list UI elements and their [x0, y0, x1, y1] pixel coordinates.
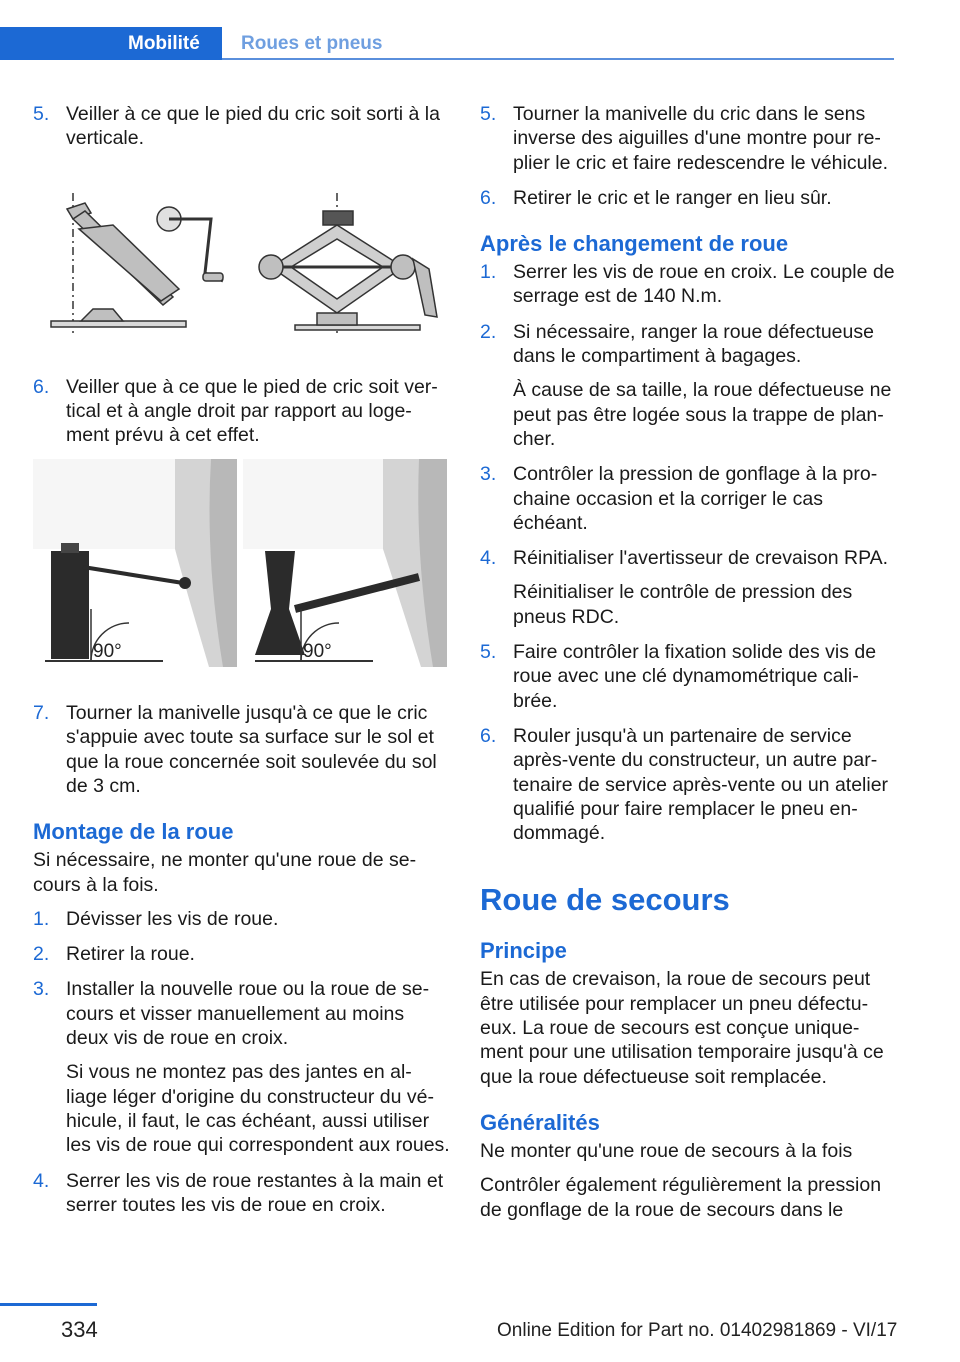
step-number: 3.: [480, 463, 497, 486]
step-item: [480, 260, 898, 309]
step-text: Retirer le cric et le ranger en lieu sûr.: [513, 186, 832, 209]
page-number: 334: [61, 1317, 98, 1342]
step-item: [480, 724, 898, 845]
angle-label: 90°: [303, 640, 332, 662]
jack-diagram: [33, 189, 447, 339]
step-item: [33, 701, 451, 798]
step-text: Rouler jusqu'à un partenaire de service après-vente du constructeur, un autre par-tenaire de service après-vente ou un atelier qualifié pour faire remplacer le pneu en-dommagé.: [513, 724, 889, 845]
jack-line-illustration: [33, 189, 451, 345]
step-number: 1.: [33, 907, 50, 930]
step-number: 3.: [33, 978, 50, 1001]
heading-montage: Montage de la roue: [33, 819, 234, 845]
step-item: [33, 102, 451, 151]
step-item: [480, 102, 898, 175]
step-text: Réinitialiser l'avertisseur de crevaison RPA.: [513, 547, 889, 570]
step-item: [33, 1169, 451, 1218]
step-item: [480, 462, 898, 535]
heading-principe: Principe: [480, 938, 567, 964]
generalites-text-2: Contrôler également régulièrement la pression de gonflage de la roue de secours dans le: [480, 1174, 882, 1221]
step-number: 4.: [33, 1169, 50, 1192]
header-rule: [222, 58, 894, 60]
principe-text: En cas de crevaison, la roue de secours peut être utilisée pour remplacer un pneu défectu-eux. La roue de secours est conçue unique-ment pour une utilisation temporaire jusqu'à ce que la roue défectueuse soit remplacée.: [480, 968, 884, 1088]
step-number: 7.: [33, 702, 50, 725]
step-number: 5.: [480, 103, 497, 125]
jack-photo-illustration: [33, 459, 451, 673]
step-text: Veiller à ce que le pied du cric soit sorti à la verticale.: [66, 103, 440, 150]
step-text: Retirer la roue.: [66, 943, 195, 966]
step-text: Contrôler la pression de gonflage à la pro-chaine occasion et la corriger le cas échéant.: [513, 463, 878, 534]
step-text: Serrer les vis de roue en croix. Le couple de serrage est de 140 N.m.: [513, 261, 895, 308]
montage-intro: Si nécessaire, ne monter qu'une roue de se-cours à la fois.: [33, 849, 417, 896]
step-number: 6.: [480, 186, 497, 209]
step-number: 5.: [33, 103, 50, 125]
step-note: Si vous ne montez pas des jantes en al-liage léger d'origine du constructeur du vé-hicule, il faut, le cas échéant, aussi utiliser les vis de roue qui correspondent aux roues.: [66, 1061, 450, 1157]
tab-roues-et-pneus[interactable]: Roues et pneus: [241, 33, 383, 54]
step-note: À cause de sa taille, la roue défectueuse ne peut pas être logée sous la trappe de plan-cher.: [513, 379, 892, 450]
step-number: 2.: [33, 943, 50, 966]
step-number: 6.: [33, 375, 50, 398]
heading-generalites: Généralités: [480, 1109, 600, 1135]
step-item: [480, 640, 898, 713]
step-note: Réinitialiser le contrôle de pression des pneus RDC.: [513, 581, 853, 628]
edition-note: Online Edition for Part no. 01402981869 - VI/17: [497, 1320, 898, 1341]
step-text: Installer la nouvelle roue ou la roue de se-cours et visser manuellement au moins deux vis de roue en croix.: [66, 978, 430, 1050]
tab-mobilite[interactable]: Mobilité: [0, 27, 222, 60]
page-number-rule: [0, 1303, 97, 1306]
heading-after-change: Après le changement de roue: [480, 231, 789, 257]
step-number: 5.: [480, 641, 497, 664]
step-number: 6.: [480, 724, 497, 747]
step-item: [480, 546, 898, 629]
right-column: [480, 102, 898, 1232]
step-item: [33, 942, 451, 966]
step-item: [33, 375, 451, 448]
step-text: Si nécessaire, ranger la roue défectueuse dans le compartiment à bagages.: [513, 320, 874, 368]
left-column: [33, 102, 451, 1228]
generalites-text-1: Ne monter qu'une roue de secours à la fois: [480, 1139, 853, 1162]
step-item: [33, 977, 451, 1157]
step-text: Tourner la manivelle jusqu'à ce que le cric s'appuie avec toute sa surface sur le sol et que la roue concernée soit soulevée du sol de 3 cm.: [66, 702, 437, 797]
step-text: Serrer les vis de roue restantes à la main et serrer toutes les vis de roue en croix.: [66, 1169, 444, 1216]
step-item: [480, 320, 898, 451]
jack-photo: [33, 459, 447, 667]
step-text: Dévisser les vis de roue.: [66, 907, 279, 930]
step-text: Veiller que à ce que le pied de cric soit ver-tical et à angle droit par rapport au loge-ment prévu à cet effet.: [66, 375, 438, 447]
angle-label: 90°: [93, 640, 122, 662]
section-title-roue-de-secours: Roue de secours: [480, 882, 730, 918]
page-header: [0, 27, 894, 63]
step-text: Faire contrôler la fixation solide des vis de roue avec une clé dynamométrique cali-brée.: [513, 641, 877, 712]
step-item: [480, 186, 898, 210]
step-number: 4.: [480, 547, 497, 570]
step-item: [33, 907, 451, 931]
step-number: 2.: [480, 320, 497, 343]
step-number: 1.: [480, 261, 497, 284]
step-text: Tourner la manivelle du cric dans le sens inverse des aiguilles d'une montre pour re-plier le cric et faire redescendre le véhicule.: [513, 103, 889, 174]
